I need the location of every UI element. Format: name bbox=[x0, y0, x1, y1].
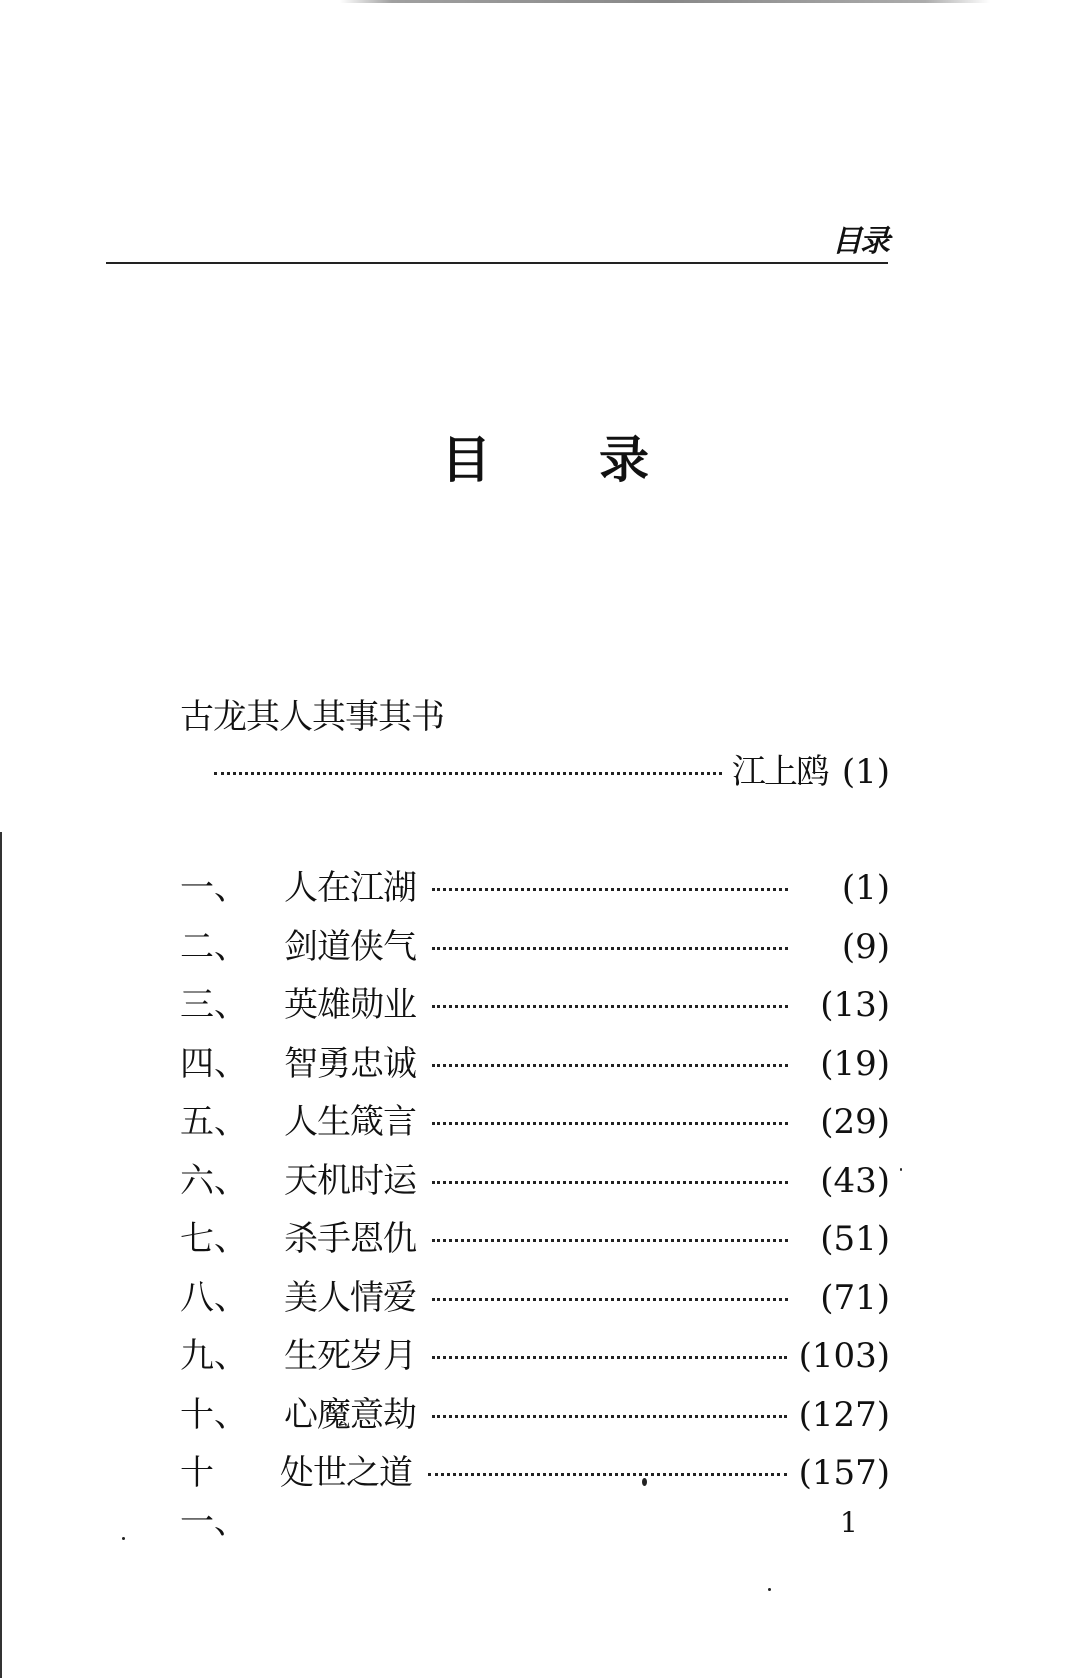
toc-number: 二、 bbox=[180, 926, 248, 967]
toc-title: 处世之道 bbox=[280, 1453, 412, 1493]
page-number: 1 bbox=[840, 1506, 858, 1539]
toc-number: 八、 bbox=[180, 1277, 248, 1318]
toc-page: (9) bbox=[841, 926, 890, 967]
toc-number: 四、 bbox=[180, 1043, 248, 1084]
toc-page: (29) bbox=[820, 1102, 890, 1142]
preface-author: 江上鸥 bbox=[731, 752, 828, 792]
toc-entry bbox=[180, 977, 890, 1036]
toc-entry bbox=[180, 1211, 890, 1270]
scan-left-edge bbox=[0, 832, 2, 1678]
toc-number: 五、 bbox=[180, 1102, 248, 1142]
toc-title: 天机时运 bbox=[284, 1160, 416, 1201]
dot-leader bbox=[428, 1473, 787, 1476]
toc-number: 七、 bbox=[180, 1219, 248, 1259]
dot-leader bbox=[432, 1298, 788, 1301]
toc-title: 剑道侠气 bbox=[284, 926, 416, 967]
toc-number: 十、 bbox=[180, 1394, 248, 1435]
scan-top-edge bbox=[340, 0, 990, 3]
toc-entry bbox=[180, 1036, 890, 1095]
dot-leader bbox=[432, 1064, 788, 1067]
scan-speck bbox=[122, 1537, 125, 1540]
dot-leader bbox=[432, 1181, 788, 1184]
toc-title: 英雄勋业 bbox=[284, 985, 416, 1025]
toc-page: (51) bbox=[820, 1219, 890, 1259]
toc-title: 人在江湖 bbox=[284, 868, 416, 908]
header-rule bbox=[106, 262, 888, 264]
toc-entry bbox=[180, 1153, 890, 1212]
toc-page: (103) bbox=[798, 1336, 890, 1376]
toc-page: (127) bbox=[798, 1394, 890, 1435]
toc-page: (43) bbox=[820, 1160, 890, 1201]
page-title bbox=[0, 420, 1080, 492]
preface-entry bbox=[214, 744, 890, 793]
toc-entry bbox=[180, 919, 890, 978]
toc-title: 智勇忠诚 bbox=[284, 1043, 416, 1084]
toc-entry bbox=[180, 1094, 890, 1153]
toc-entry bbox=[180, 1328, 890, 1387]
dot-leader bbox=[432, 1415, 787, 1418]
dot-leader bbox=[432, 1005, 788, 1008]
preface-title: 古龙其人其事其书 bbox=[180, 697, 444, 737]
running-head: 目录 bbox=[832, 224, 888, 259]
preface-page: (1) bbox=[841, 752, 890, 792]
dot-leader bbox=[214, 772, 722, 775]
toc-number: 十一、 bbox=[180, 1453, 248, 1542]
toc-number: 一、 bbox=[180, 868, 248, 908]
toc-title: 生死岁月 bbox=[284, 1336, 416, 1376]
dot-leader bbox=[432, 1356, 787, 1359]
toc-entry bbox=[180, 1445, 890, 1542]
scan-speck bbox=[768, 1588, 771, 1591]
dot-leader bbox=[432, 947, 788, 950]
toc-entry bbox=[180, 1387, 890, 1446]
toc-entry bbox=[180, 1270, 890, 1329]
toc-page: (19) bbox=[820, 1043, 890, 1084]
toc-page: (71) bbox=[820, 1277, 890, 1318]
toc-page: (1) bbox=[841, 868, 890, 908]
page-title-char-2: 录 bbox=[599, 431, 649, 489]
toc-entry bbox=[180, 860, 890, 919]
toc-title: 美人情爱 bbox=[284, 1277, 416, 1318]
dot-leader bbox=[432, 888, 788, 891]
scan-speck bbox=[900, 1168, 902, 1171]
scan-speck bbox=[642, 1478, 647, 1486]
toc-title: 心魔意劫 bbox=[284, 1394, 416, 1435]
dot-leader bbox=[432, 1239, 788, 1242]
toc-title: 人生箴言 bbox=[284, 1102, 416, 1142]
toc-number: 六、 bbox=[180, 1160, 248, 1201]
table-of-contents bbox=[180, 860, 890, 1542]
toc-page: (13) bbox=[820, 985, 890, 1025]
page-title-char-1: 目 bbox=[441, 431, 491, 489]
toc-number: 三、 bbox=[180, 985, 248, 1025]
toc-number: 九、 bbox=[180, 1336, 248, 1376]
toc-page: (157) bbox=[798, 1453, 890, 1493]
toc-title: 杀手恩仇 bbox=[284, 1219, 416, 1259]
dot-leader bbox=[432, 1122, 788, 1125]
